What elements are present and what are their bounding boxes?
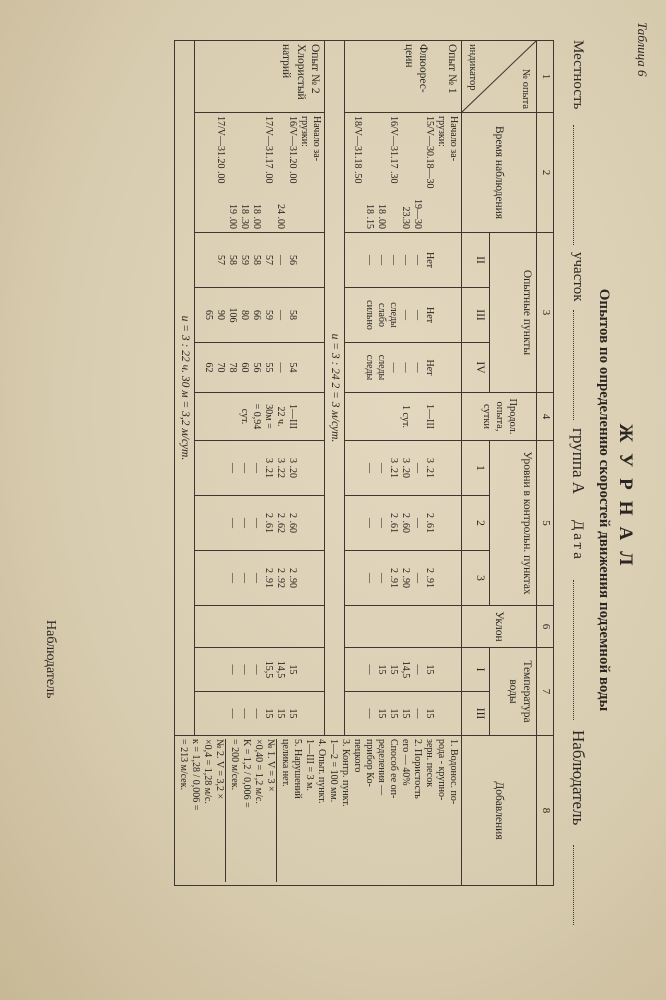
- col-num: 4: [537, 393, 554, 441]
- exp1-time-cell: Начало за- грузки: 15/V—30.18—30 19—30 23.30 16/V—31.17 .30 18 .00 18 .15 18/V—31.18 .50: [345, 113, 462, 233]
- table-number: Таблица 6: [635, 22, 650, 77]
- levels-header: Уровни в контрольн. пунктах: [489, 441, 537, 606]
- exp1-duration-cell: 1—III 1 сут.: [345, 393, 462, 441]
- slope-header: Уклон: [462, 606, 537, 648]
- journal-table: [174, 40, 554, 886]
- exp1-summary: u = 3 : 24 2 = 3 м/сут.: [325, 41, 345, 736]
- additions-header: Добавления: [462, 736, 537, 886]
- exp2-label-cell: Опыт № 2 Хлористый натрий: [195, 41, 325, 113]
- exp1-level2-cell: 2 .61 — 2 .60 2 .61 — —: [345, 496, 462, 551]
- exp1-level1-cell: 3 .21 — 3 .20 3 .21 — —: [345, 441, 462, 496]
- exp-no-header: № опыта индикатор: [462, 41, 537, 113]
- exp2-point3-cell: 58 — 59 66 80 106 90 65: [195, 288, 325, 343]
- col-num: 6: [537, 606, 554, 648]
- col-num: 2: [537, 113, 554, 233]
- exp1-point4-cell: Нет — — — следы следы: [345, 343, 462, 393]
- locality-label: Местность: [570, 40, 586, 110]
- duration-header: Продол. опыта, сутки: [462, 393, 537, 441]
- exp2-time-cell: Начало за- грузки: 16/V—31.20 .00 24 .00 17/V—31.17 .00 18 .00 18 .30 19 .00 17/V—31.20 .00: [195, 113, 325, 233]
- exp2-level2-cell: 2 .60 2 .62 2 .61 — — —: [195, 496, 325, 551]
- observer-footer: Наблюдатель: [43, 620, 58, 699]
- exp2-level3-cell: 2 .90 2 .92 2 .91 — — —: [195, 551, 325, 606]
- col-num: 8: [537, 736, 554, 886]
- page-title: ЖУРНАЛ: [615, 423, 636, 577]
- additions-cell: 1. Водонос. по- рода - крупно- зерн. песок 2. Пористость его — 40% Способ ее оп- ределения — прибор Ко- пецкого 3. Контр. пункт. 1—2 = 100 мм. 4. Опыт. пункт. 1—III = 3 м. 5. Нарушений целика нет. № 1. V = 3 × ×0,40 = 1,2 м/с. K = 1,2 / 0,006 = = 200 м/сек. № 2. V = 3,2 × ×0,4 = 1,28 м/с. к = 1,28 / 0,006 = = 213 м/сек.: [175, 736, 462, 886]
- col-num: 7: [537, 648, 554, 736]
- exp2-temp3-cell: 15 15 15 — — —: [195, 692, 325, 736]
- header-row: [489, 41, 537, 886]
- exp2-point4-cell: 54 — 55 56 60 78 70 62: [195, 343, 325, 393]
- exp1-temp3-cell: 15 — 15 15 15 —: [345, 692, 462, 736]
- exp1-point2-cell: Нет — — — — —: [345, 233, 462, 288]
- exp2-slope-cell: [195, 606, 325, 648]
- date-label: Дата: [570, 520, 586, 562]
- exp1-label-cell: Опыт № 1 Флюорес- цеин: [345, 41, 462, 113]
- exp2-temp1-cell: 15 14,5 15,5 — — —: [195, 648, 325, 692]
- column-numbers-row: [537, 41, 554, 886]
- group-label: группа А: [569, 428, 588, 495]
- exp1-temp1-cell: 15 — 14,5 15 15 —: [345, 648, 462, 692]
- experiment-1-row: [345, 41, 462, 886]
- exp2-duration-cell: 1—III 22 ч. 30м = = 0,94 сут.: [195, 393, 325, 441]
- exp1-slope-cell: [345, 606, 462, 648]
- exp2-summary: u = 3 : 22 ч. 30 м = 3,2 м/сут.: [175, 41, 195, 736]
- page-subtitle: Опытов по определению скоростей движения подземной воды: [596, 288, 612, 712]
- exp2-point2-cell: 56 — 57 58 59 58 57: [195, 233, 325, 288]
- exp1-level3-cell: 2 .91 — 2 .90 2 .91 — —: [345, 551, 462, 606]
- section-label: участок: [570, 252, 586, 302]
- points-header: Опытные пункты: [489, 233, 537, 393]
- col-num: 5: [537, 441, 554, 606]
- time-header: Время наблюдения: [462, 113, 537, 233]
- subheader-row: II III IV 1 2 3 I III: [462, 41, 489, 886]
- col-num: 1: [537, 41, 554, 113]
- observer-label: Наблюдатель: [569, 730, 588, 826]
- header-line: [562, 0, 586, 1000]
- exp1-point3-cell: Нет — — следы слабо сильно: [345, 288, 462, 343]
- col-num: 3: [537, 233, 554, 393]
- exp2-level1-cell: 3 .20 3 .22 3 .21 — — —: [195, 441, 325, 496]
- temperature-header: Температура воды: [489, 648, 537, 736]
